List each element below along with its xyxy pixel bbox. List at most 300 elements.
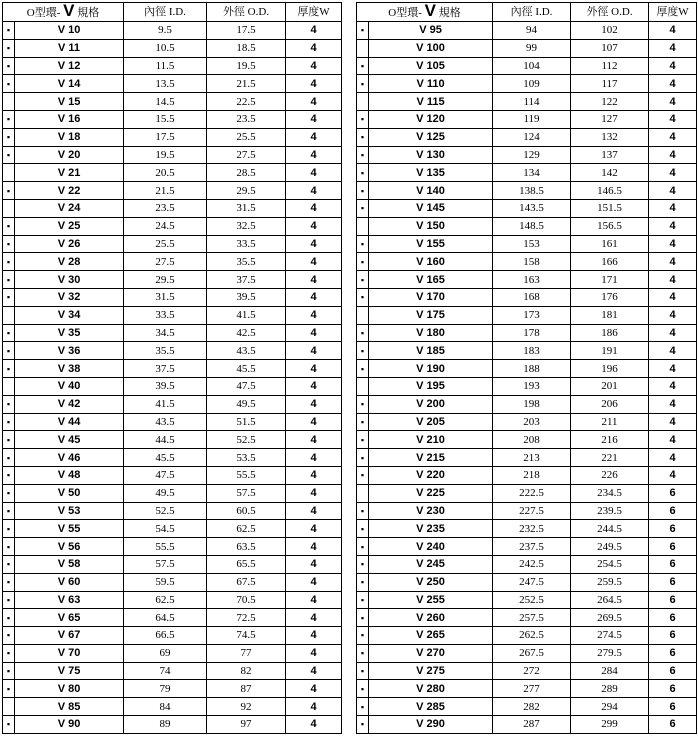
outer-diameter-cell: 117 [571,75,649,93]
outer-diameter-cell: 19.5 [207,57,286,75]
size-cell: V 35 [15,324,124,342]
size-cell: V 275 [369,662,493,680]
row-marker [357,306,369,324]
inner-diameter-cell: 54.5 [124,520,207,538]
outer-diameter-cell: 25.5 [207,128,286,146]
row-marker: ▪ [3,288,15,306]
thickness-cell: 4 [649,306,697,324]
table-row [357,235,697,253]
row-marker: ▪ [3,449,15,467]
size-cell: V 270 [369,644,493,662]
row-marker: ▪ [357,324,369,342]
table-row [3,324,342,342]
row-marker: ▪ [357,288,369,306]
table-row [357,146,697,164]
inner-diameter-cell: 19.5 [124,146,207,164]
table-row [3,360,342,378]
outer-diameter-cell: 186 [571,324,649,342]
size-cell: V 105 [369,57,493,75]
table-row [3,431,342,449]
thickness-cell: 4 [286,288,342,306]
row-marker: ▪ [3,360,15,378]
thickness-cell: 4 [286,395,342,413]
size-cell: V 235 [369,520,493,538]
thickness-cell: 4 [286,377,342,395]
row-marker: ▪ [357,609,369,627]
thickness-cell: 4 [286,627,342,645]
row-marker: ▪ [357,573,369,591]
table-row [357,271,697,289]
row-marker: ▪ [357,716,369,734]
row-marker [357,93,369,111]
row-marker: ▪ [357,662,369,680]
row-marker: ▪ [357,698,369,716]
inner-diameter-cell: 21.5 [124,182,207,200]
outer-diameter-cell: 45.5 [207,360,286,378]
row-marker [3,377,15,395]
inner-diameter-cell: 41.5 [124,395,207,413]
row-marker: ▪ [357,591,369,609]
outer-diameter-cell: 32.5 [207,217,286,235]
thickness-cell: 4 [286,93,342,111]
table-row [3,449,342,467]
size-cell: V 210 [369,431,493,449]
size-cell: V 240 [369,538,493,556]
row-marker: ▪ [3,110,15,128]
row-marker [357,377,369,395]
thickness-cell: 4 [286,449,342,467]
thickness-cell: 4 [286,217,342,235]
size-cell: V 50 [15,484,124,502]
table-row [357,75,697,93]
outer-diameter-cell: 226 [571,466,649,484]
size-cell: V 85 [15,698,124,716]
table-row [357,342,697,360]
size-cell: V 150 [369,217,493,235]
thickness-cell: 6 [649,484,697,502]
thickness-cell: 4 [286,466,342,484]
size-cell: V 65 [15,609,124,627]
thickness-cell: 4 [286,413,342,431]
inner-diameter-cell: 267.5 [493,644,571,662]
row-marker: ▪ [3,466,15,484]
table-row [357,449,697,467]
table-row [3,377,342,395]
outer-diameter-cell: 254.5 [571,555,649,573]
inner-diameter-cell: 153 [493,235,571,253]
row-marker: ▪ [357,128,369,146]
thickness-cell: 4 [286,146,342,164]
size-cell: V 120 [369,110,493,128]
table-row [3,146,342,164]
outer-diameter-cell: 269.5 [571,609,649,627]
outer-diameter-cell: 41.5 [207,306,286,324]
thickness-cell: 4 [286,573,342,591]
row-marker: ▪ [357,182,369,200]
outer-diameter-cell: 31.5 [207,199,286,217]
thickness-cell: 4 [649,57,697,75]
table-row [3,555,342,573]
size-cell: V 260 [369,609,493,627]
thickness-cell: 4 [286,39,342,57]
table-row [3,520,342,538]
inner-diameter-cell: 15.5 [124,110,207,128]
table-row [3,466,342,484]
size-cell: V 42 [15,395,124,413]
table-row [3,128,342,146]
outer-diameter-cell: 191 [571,342,649,360]
table-row [3,395,342,413]
table-row [357,128,697,146]
row-marker: ▪ [357,644,369,662]
outer-diameter-cell: 28.5 [207,164,286,182]
thickness-cell: 4 [286,199,342,217]
table-row [357,484,697,502]
table-row [357,644,697,662]
table-row [3,627,342,645]
row-marker: ▪ [357,271,369,289]
thickness-cell: 4 [286,306,342,324]
inner-diameter-cell: 213 [493,449,571,467]
inner-diameter-cell: 49.5 [124,484,207,502]
table-row [3,662,342,680]
size-cell: V 140 [369,182,493,200]
thickness-cell: 4 [649,235,697,253]
size-cell: V 12 [15,57,124,75]
thickness-cell: 4 [649,253,697,271]
header-size-letter: V [63,2,75,20]
inner-diameter-cell: 23.5 [124,199,207,217]
size-cell: V 265 [369,627,493,645]
size-cell: V 145 [369,199,493,217]
outer-diameter-cell: 294 [571,698,649,716]
table-row [3,253,342,271]
row-marker: ▪ [3,57,15,75]
size-cell: V 215 [369,449,493,467]
size-cell: V 63 [15,591,124,609]
inner-diameter-cell: 257.5 [493,609,571,627]
header-thickness: 厚度W [649,3,697,22]
outer-diameter-cell: 65.5 [207,555,286,573]
outer-diameter-cell: 161 [571,235,649,253]
thickness-cell: 4 [649,413,697,431]
thickness-cell: 4 [649,22,697,40]
header-size-prefix: O型環- [26,7,61,19]
outer-diameter-cell: 60.5 [207,502,286,520]
outer-diameter-cell: 166 [571,253,649,271]
row-marker: ▪ [3,644,15,662]
table-row [357,93,697,111]
size-cell: V 25 [15,217,124,235]
size-cell: V 18 [15,128,124,146]
thickness-cell: 4 [286,591,342,609]
size-cell: V 245 [369,555,493,573]
header-inner-diameter: 內徑 I.D. [493,3,571,22]
table-row [3,609,342,627]
table-row [357,680,697,698]
row-marker: ▪ [3,75,15,93]
inner-diameter-cell: 109 [493,75,571,93]
outer-diameter-cell: 206 [571,395,649,413]
table-row [3,306,342,324]
outer-diameter-cell: 299 [571,716,649,734]
table-row [3,644,342,662]
outer-diameter-cell: 77 [207,644,286,662]
outer-diameter-cell: 156.5 [571,217,649,235]
header-thickness: 厚度W [286,3,342,22]
row-marker: ▪ [357,431,369,449]
thickness-cell: 4 [286,271,342,289]
inner-diameter-cell: 39.5 [124,377,207,395]
inner-diameter-cell: 25.5 [124,235,207,253]
right-table-body [357,22,697,734]
table-row [357,520,697,538]
row-marker: ▪ [3,217,15,235]
size-cell: V 135 [369,164,493,182]
size-cell: V 290 [369,716,493,734]
inner-diameter-cell: 282 [493,698,571,716]
size-cell: V 225 [369,484,493,502]
row-marker: ▪ [357,449,369,467]
inner-diameter-cell: 252.5 [493,591,571,609]
row-marker: ▪ [3,716,15,734]
table-row [3,57,342,75]
header-row [357,3,697,22]
outer-diameter-cell: 171 [571,271,649,289]
right-spec-table [356,2,697,734]
row-marker: ▪ [3,662,15,680]
row-marker: ▪ [357,164,369,182]
thickness-cell: 4 [649,395,697,413]
inner-diameter-cell: 124 [493,128,571,146]
thickness-cell: 4 [649,75,697,93]
table-row [357,182,697,200]
size-cell: V 46 [15,449,124,467]
inner-diameter-cell: 17.5 [124,128,207,146]
outer-diameter-cell: 67.5 [207,573,286,591]
row-marker [3,164,15,182]
size-cell: V 53 [15,502,124,520]
thickness-cell: 4 [649,146,697,164]
inner-diameter-cell: 99 [493,39,571,57]
size-cell: V 130 [369,146,493,164]
row-marker: ▪ [357,555,369,573]
row-marker: ▪ [3,342,15,360]
row-marker: ▪ [357,680,369,698]
row-marker: ▪ [357,502,369,520]
thickness-cell: 6 [649,627,697,645]
thickness-cell: 6 [649,520,697,538]
table-row [3,39,342,57]
table-row [357,22,697,40]
table-row [3,235,342,253]
inner-diameter-cell: 10.5 [124,39,207,57]
thickness-cell: 4 [649,164,697,182]
table-row [3,164,342,182]
row-marker: ▪ [3,235,15,253]
row-marker: ▪ [3,609,15,627]
inner-diameter-cell: 143.5 [493,199,571,217]
outer-diameter-cell: 17.5 [207,22,286,40]
inner-diameter-cell: 69 [124,644,207,662]
thickness-cell: 6 [649,698,697,716]
size-cell: V 56 [15,538,124,556]
thickness-cell: 4 [286,253,342,271]
size-cell: V 280 [369,680,493,698]
size-cell: V 115 [369,93,493,111]
thickness-cell: 4 [286,644,342,662]
thickness-cell: 6 [649,644,697,662]
thickness-cell: 6 [649,502,697,520]
inner-diameter-cell: 29.5 [124,271,207,289]
outer-diameter-cell: 259.5 [571,573,649,591]
table-row [357,253,697,271]
thickness-cell: 4 [286,235,342,253]
thickness-cell: 4 [286,324,342,342]
table-row [357,110,697,128]
inner-diameter-cell: 62.5 [124,591,207,609]
inner-diameter-cell: 34.5 [124,324,207,342]
size-cell: V 185 [369,342,493,360]
inner-diameter-cell: 242.5 [493,555,571,573]
inner-diameter-cell: 232.5 [493,520,571,538]
row-marker [3,698,15,716]
inner-diameter-cell: 66.5 [124,627,207,645]
size-cell: V 250 [369,573,493,591]
header-size-suffix: 規格 [438,7,461,19]
inner-diameter-cell: 218 [493,466,571,484]
outer-diameter-cell: 151.5 [571,199,649,217]
outer-diameter-cell: 37.5 [207,271,286,289]
header-outer-diameter: 外徑 O.D. [207,3,286,22]
outer-diameter-cell: 264.5 [571,591,649,609]
row-marker: ▪ [357,235,369,253]
table-row [357,377,697,395]
thickness-cell: 4 [286,360,342,378]
size-cell: V 11 [15,39,124,57]
thickness-cell: 4 [286,22,342,40]
row-marker: ▪ [357,538,369,556]
size-cell: V 195 [369,377,493,395]
row-marker: ▪ [3,182,15,200]
inner-diameter-cell: 52.5 [124,502,207,520]
outer-diameter-cell: 55.5 [207,466,286,484]
row-marker: ▪ [3,484,15,502]
inner-diameter-cell: 89 [124,716,207,734]
outer-diameter-cell: 74.5 [207,627,286,645]
thickness-cell: 4 [286,520,342,538]
outer-diameter-cell: 176 [571,288,649,306]
inner-diameter-cell: 45.5 [124,449,207,467]
size-cell: V 48 [15,466,124,484]
outer-diameter-cell: 23.5 [207,110,286,128]
table-row [357,413,697,431]
table-row [3,680,342,698]
thickness-cell: 4 [286,57,342,75]
table-row [3,716,342,734]
table-row [357,466,697,484]
row-marker: ▪ [3,627,15,645]
thickness-cell: 4 [649,324,697,342]
outer-diameter-cell: 102 [571,22,649,40]
row-marker [3,306,15,324]
thickness-cell: 4 [286,698,342,716]
inner-diameter-cell: 129 [493,146,571,164]
header-inner-diameter: 內徑 I.D. [124,3,207,22]
outer-diameter-cell: 27.5 [207,146,286,164]
outer-diameter-cell: 234.5 [571,484,649,502]
size-cell: V 22 [15,182,124,200]
header-row [3,3,342,22]
thickness-cell: 4 [286,182,342,200]
outer-diameter-cell: 201 [571,377,649,395]
inner-diameter-cell: 148.5 [493,217,571,235]
thickness-cell: 4 [286,431,342,449]
inner-diameter-cell: 57.5 [124,555,207,573]
inner-diameter-cell: 37.5 [124,360,207,378]
table-row [357,609,697,627]
table-row [357,288,697,306]
row-marker: ▪ [3,146,15,164]
thickness-cell: 4 [286,555,342,573]
header-size [357,3,493,22]
row-marker: ▪ [3,22,15,40]
thickness-cell: 4 [649,288,697,306]
table-row [3,271,342,289]
inner-diameter-cell: 9.5 [124,22,207,40]
thickness-cell: 4 [649,182,697,200]
row-marker: ▪ [357,253,369,271]
inner-diameter-cell: 79 [124,680,207,698]
outer-diameter-cell: 216 [571,431,649,449]
row-marker: ▪ [3,395,15,413]
header-size-suffix: 規格 [77,7,100,19]
size-cell: V 60 [15,573,124,591]
table-row [3,182,342,200]
row-marker: ▪ [357,627,369,645]
inner-diameter-cell: 272 [493,662,571,680]
outer-diameter-cell: 181 [571,306,649,324]
size-cell: V 170 [369,288,493,306]
outer-diameter-cell: 142 [571,164,649,182]
thickness-cell: 4 [286,75,342,93]
outer-diameter-cell: 92 [207,698,286,716]
inner-diameter-cell: 35.5 [124,342,207,360]
outer-diameter-cell: 47.5 [207,377,286,395]
row-marker [3,199,15,217]
table-row [357,199,697,217]
inner-diameter-cell: 277 [493,680,571,698]
inner-diameter-cell: 13.5 [124,75,207,93]
outer-diameter-cell: 35.5 [207,253,286,271]
row-marker: ▪ [3,680,15,698]
inner-diameter-cell: 237.5 [493,538,571,556]
row-marker: ▪ [3,573,15,591]
inner-diameter-cell: 222.5 [493,484,571,502]
table-row [357,538,697,556]
outer-diameter-cell: 137 [571,146,649,164]
outer-diameter-cell: 42.5 [207,324,286,342]
inner-diameter-cell: 188 [493,360,571,378]
inner-diameter-cell: 94 [493,22,571,40]
thickness-cell: 4 [286,342,342,360]
size-cell: V 14 [15,75,124,93]
outer-diameter-cell: 33.5 [207,235,286,253]
header-size-letter: V [424,2,436,20]
outer-diameter-cell: 274.5 [571,627,649,645]
outer-diameter-cell: 29.5 [207,182,286,200]
size-cell: V 75 [15,662,124,680]
